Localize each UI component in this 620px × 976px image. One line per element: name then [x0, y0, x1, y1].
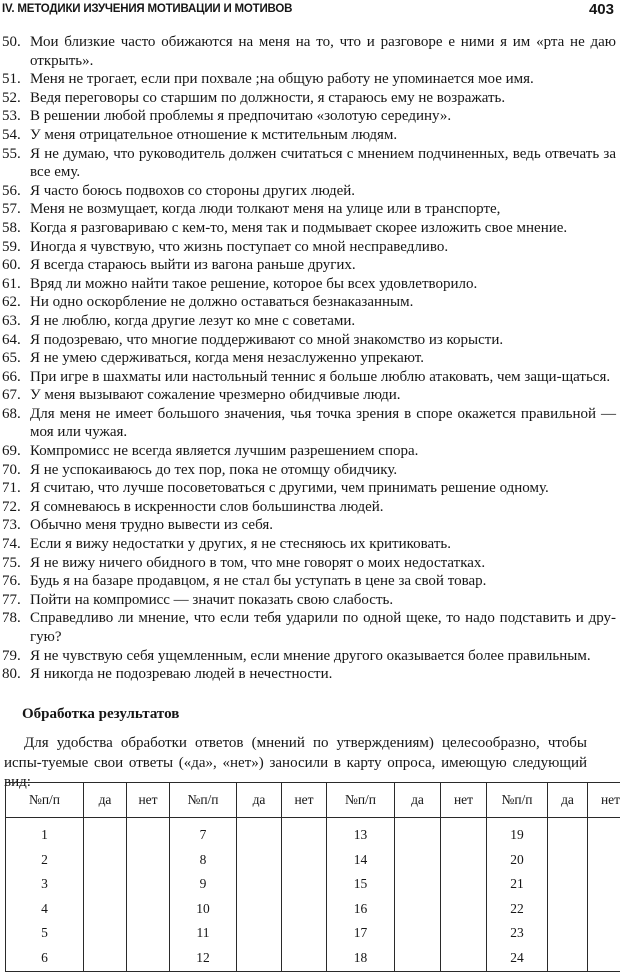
question-number: 15: [353, 876, 368, 892]
list-item: [0, 107, 620, 126]
item-number: 55.: [2, 145, 21, 162]
list-item: [0, 609, 620, 646]
item-number: 69.: [2, 443, 21, 460]
item-text: Я подозреваю, что многие поддерживают со мной знакомство из корысти.: [30, 331, 504, 348]
item-text: Если я вижу недостатки у других, я не стесняюсь их критиковать.: [30, 536, 451, 553]
item-number: 79.: [2, 647, 21, 664]
number-column: [170, 818, 237, 972]
item-number: 59.: [2, 238, 21, 255]
item-number: 76.: [2, 573, 21, 590]
item-number: 80.: [2, 666, 21, 683]
list-item: [0, 145, 620, 182]
item-text: Я не чувствую себя ущемленным, если мнение другого оказывается более правильным.: [30, 647, 591, 664]
list-item: [0, 293, 620, 312]
item-number: 74.: [2, 536, 21, 553]
item-number: 75.: [2, 554, 21, 571]
statement-list: [0, 33, 620, 684]
col-header: да: [548, 783, 588, 818]
question-number: 12: [196, 949, 210, 965]
answer-no-cell: [127, 818, 170, 972]
question-number: 9: [199, 876, 207, 892]
col-header: да: [237, 783, 282, 818]
question-number: 5: [41, 925, 48, 941]
answer-no-cell: [282, 818, 327, 972]
question-number: 3: [41, 876, 48, 892]
col-header: нет: [282, 783, 327, 818]
list-item: [0, 461, 620, 480]
number-column: [327, 818, 395, 972]
item-number: 77.: [2, 591, 21, 608]
col-header: нет: [588, 783, 620, 818]
item-number: 67.: [2, 387, 21, 404]
item-number: 57.: [2, 201, 21, 218]
item-text: Ведя переговоры со старшим по должности, я стараюсь ему не возражать.: [30, 89, 506, 106]
question-number: 4: [41, 900, 48, 916]
number-column: [487, 818, 548, 972]
list-item: [0, 275, 620, 294]
question-number: 21: [510, 876, 524, 892]
question-number: 23: [510, 925, 524, 941]
list-item: [0, 535, 620, 554]
list-item: [0, 182, 620, 201]
question-number: 11: [196, 925, 210, 941]
question-number: 14: [353, 851, 368, 867]
list-item: [0, 572, 620, 591]
item-text: Я всегда стараюсь выйти из вагона раньше других.: [30, 257, 356, 274]
table-header-row: [6, 783, 620, 818]
item-text: Я часто боюсь подвохов со стороны других людей.: [30, 182, 356, 199]
question-number: 19: [510, 827, 524, 842]
table-body-row: [6, 818, 620, 972]
number-column: [6, 818, 84, 972]
item-number: 78.: [2, 610, 21, 627]
section-title: Обработка результатов: [22, 706, 180, 722]
list-item: [0, 89, 620, 108]
list-item: [0, 256, 620, 275]
item-number: 58.: [2, 219, 21, 236]
item-number: 66.: [2, 368, 21, 385]
col-header: №п/п: [327, 783, 395, 818]
question-number: 22: [510, 900, 524, 916]
question-number: 16: [353, 900, 368, 916]
item-text: Я сомневаюсь в искренности слов большинства людей.: [30, 498, 384, 515]
list-item: [0, 554, 620, 573]
col-header: №п/п: [170, 783, 237, 818]
list-item: [0, 312, 620, 331]
list-item: [0, 591, 620, 610]
question-number: 18: [353, 949, 368, 965]
list-item: [0, 442, 620, 461]
item-number: 63.: [2, 312, 21, 329]
item-number: 73.: [2, 517, 21, 534]
item-number: 53.: [2, 108, 21, 125]
answer-yes-cell: [237, 818, 282, 972]
list-item: [0, 238, 620, 257]
list-item: [0, 368, 620, 387]
item-number: 56.: [2, 182, 21, 199]
item-text: Ни одно оскорбление не должно оставаться безнаказанным.: [30, 294, 414, 311]
chapter-title: IV. МЕТОДИКИ ИЗУЧЕНИЯ МОТИВАЦИИ И МОТИВОВ: [2, 3, 293, 15]
item-number: 72.: [2, 498, 21, 515]
col-header: нет: [127, 783, 170, 818]
item-text: Обычно меня трудно вывести из себя.: [30, 517, 273, 534]
item-text: В решении любой проблемы я предпочитаю «золотую середину».: [30, 108, 452, 125]
item-text: Когда я разговариваю с кем-то, меня так и подмывает скорее изложить свое мнение.: [30, 219, 568, 236]
question-number: 6: [41, 949, 48, 965]
item-text: Меня не возмущает, когда люди толкают меня на улице или в транспорте,: [30, 201, 501, 218]
item-text: Пойти на компромисс — значит показать свою слабость.: [30, 591, 394, 608]
question-number: 8: [199, 851, 207, 867]
col-header: №п/п: [487, 783, 548, 818]
item-number: 70.: [2, 461, 21, 478]
question-number: 24: [510, 949, 524, 965]
item-text: Я не люблю, когда другие лезут ко мне с советами.: [30, 312, 356, 329]
item-number: 65.: [2, 350, 21, 367]
item-text: Я никогда не подозреваю людей в нечестности.: [30, 666, 333, 683]
list-item: [0, 405, 620, 442]
item-number: 61.: [2, 275, 21, 292]
list-item: [0, 200, 620, 219]
item-number: 71.: [2, 480, 21, 497]
list-item: [0, 33, 620, 70]
item-text: Я не успокаиваюсь до тех пор, пока не отомщу обидчику.: [30, 461, 398, 478]
answer-card-table: [5, 782, 620, 972]
list-item: [0, 219, 620, 238]
item-text: Для меня не имеет большого значения, чья точка зрения в споре окажется правильной — моя или чужая.: [30, 405, 616, 441]
list-item: [0, 498, 620, 517]
item-text: Я считаю, что лучше посоветоваться с другими, чем принимать решение одному.: [30, 480, 549, 497]
list-item: [0, 331, 620, 350]
item-text: Я не думаю, что руководитель должен считаться с мнением подчиненных, ведь отвечать за все ему.: [30, 145, 616, 181]
item-number: 50.: [2, 34, 21, 50]
list-item: [0, 126, 620, 145]
list-item: [0, 479, 620, 498]
answer-no-cell: [441, 818, 487, 972]
answer-yes-cell: [84, 818, 127, 972]
question-number: 10: [196, 900, 210, 916]
list-item: [0, 516, 620, 535]
item-number: 64.: [2, 331, 21, 348]
col-header: да: [395, 783, 441, 818]
item-number: 62.: [2, 294, 21, 311]
item-text: У меня отрицательное отношение к мстительным людям.: [30, 126, 398, 143]
item-text: Справедливо ли мнение, что если тебя ударили по одной щеке, то надо подставить и дру-гую?: [30, 610, 616, 645]
item-text: Вряд ли можно найти такое решение, которое бы всех удовлетворило.: [30, 275, 478, 292]
question-number: 2: [41, 851, 48, 867]
item-text: Меня не трогает, если при похвале ;на общую работу не упоминается мое имя.: [30, 71, 534, 88]
answer-yes-cell: [395, 818, 441, 972]
item-text: Я не умею сдерживаться, когда меня незаслуженно упрекают.: [30, 350, 424, 367]
item-text: Я не вижу ничего обидного в том, что мне говорят о моих недостатках.: [30, 554, 486, 571]
list-item: [0, 647, 620, 666]
item-number: 52.: [2, 89, 21, 106]
list-item: [0, 386, 620, 405]
item-text: Будь я на базаре продавцом, я не стал бы уступать в цене за свой товар.: [30, 573, 487, 590]
question-number: 17: [353, 925, 368, 941]
answer-yes-cell: [548, 818, 588, 972]
list-item: [0, 349, 620, 368]
item-number: 68.: [2, 405, 21, 422]
item-text: Компромисс не всегда является лучшим разрешением спора.: [30, 443, 419, 460]
col-header: нет: [441, 783, 487, 818]
page-number: 403: [588, 1, 614, 18]
item-number: 54.: [2, 126, 21, 143]
col-header: №п/п: [6, 783, 84, 818]
answer-no-cell: [588, 818, 620, 972]
item-text: Иногда я чувствую, что жизнь поступает со мной несправедливо.: [30, 238, 449, 255]
question-number: 13: [353, 827, 368, 842]
item-number: 51.: [2, 71, 21, 88]
item-text: При игре в шахматы или настольный теннис я больше люблю атаковать, чем защи-щаться.: [30, 368, 611, 385]
page-header: [0, 0, 620, 22]
list-item: [0, 665, 620, 684]
item-text: Мои близкие часто обижаются на меня на то, что и разговоре е ними я им «рта не даю открыть».: [30, 34, 616, 69]
question-number: 20: [510, 851, 524, 867]
list-item: [0, 70, 620, 89]
section-paragraph: Для удобства обработки ответов (мнений по утверждениям) целесообразно, чтобы испы-туемые свои ответы («да», «нет») заносили в карту опроса, имеющую следующий вид:: [4, 735, 587, 790]
question-number: 1: [41, 827, 48, 842]
question-number: 7: [199, 827, 207, 842]
col-header: да: [84, 783, 127, 818]
item-text: У меня вызывают сожаление чрезмерно обидчивые люди.: [30, 387, 401, 404]
item-number: 60.: [2, 257, 21, 274]
